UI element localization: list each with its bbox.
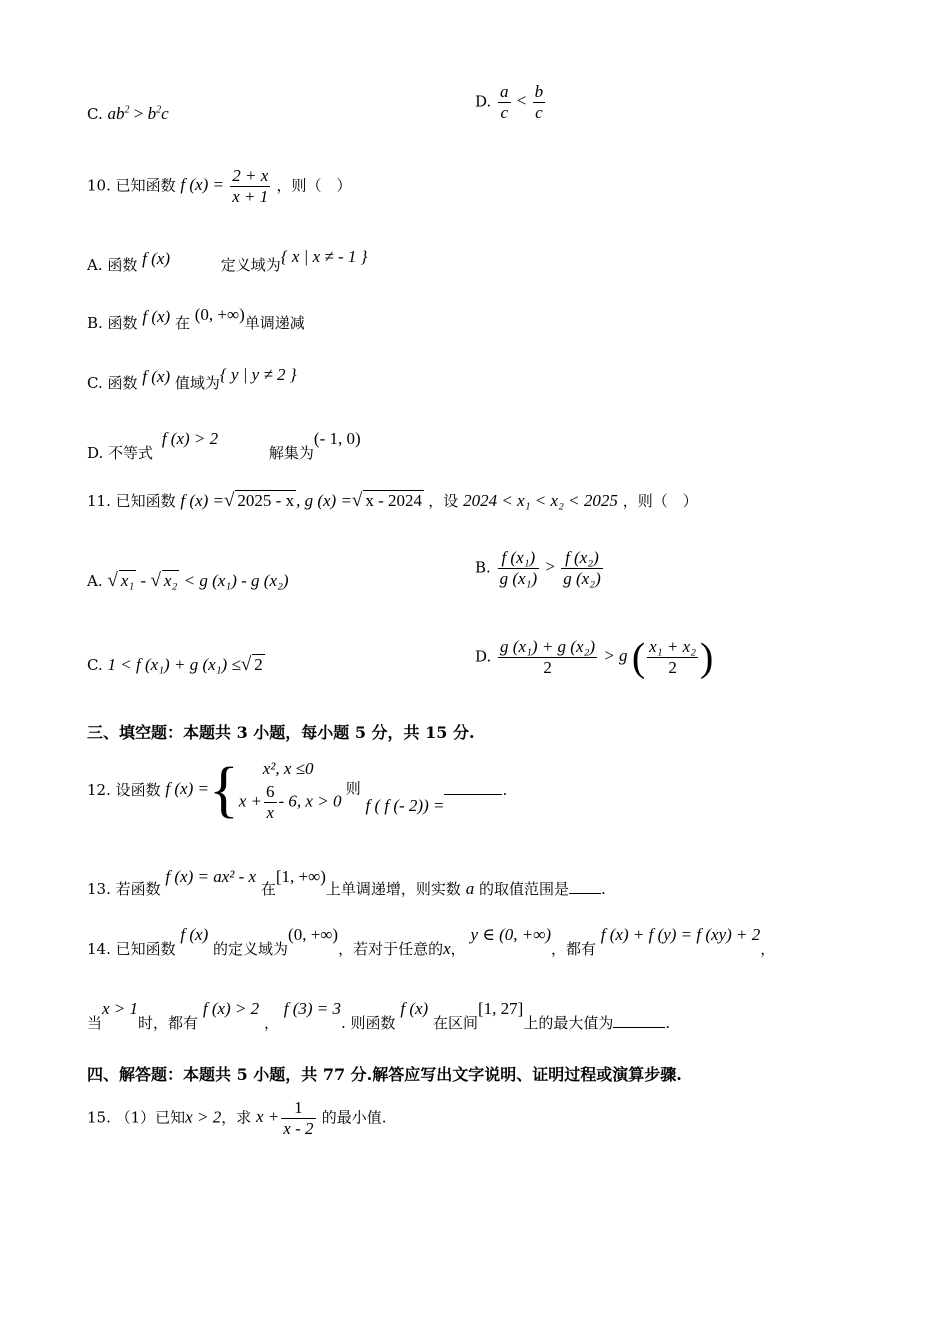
fraction: $\frac{6}{x}$: [266, 782, 275, 822]
math-expression: $ab^2 > b^2c$: [107, 104, 169, 123]
math-expression: $\frac{a}{c}$ < $\frac{b}{c}$: [500, 82, 544, 122]
q10-option-d: D. 不等式 f (x) > 2 解集为(- 1, 0): [87, 429, 361, 462]
fraction: $\frac{1}{x - 2}$: [283, 1098, 314, 1138]
q11-stem: 11. 已知函数 f (x) =√ 2025 - x , g (x) =√ x - 2024 ，设 2024 < x₁ < x₂ < 2025 ，则（ ）: [87, 490, 698, 511]
q10-stem: 10. 已知函数 f (x) = $\frac{2 + x}{x + 1}$ ，则（ ）: [87, 166, 352, 206]
q15-stem: 15. （1）已知x > 2，求 x + $\frac{1}{x - 2}$ 的最小值.: [87, 1098, 387, 1138]
math-expression: 1 < f (x₁) + g (x₁) ≤√ 2: [107, 654, 263, 675]
math-expression: $\frac{\text{f (x₁)}}{\text{g (x₁)}}$ > $\frac{\text{f (x₂)}}{\text{g (x₂)}}$: [499, 548, 601, 588]
q9-option-c: [87, 104, 169, 124]
q10-option-b: B. 函数 f (x) 在 (0, +∞)单调递减: [87, 305, 305, 332]
math-expression: x + $\frac{1}{x - 2}$: [256, 1098, 314, 1138]
answer-blank[interactable]: [569, 893, 601, 894]
fraction: $\frac{\text{f (x₁)}}{\text{g (x₁)}}$: [499, 548, 538, 588]
fraction: $\frac{\text{x₁ + x₂}}{2}$: [649, 637, 697, 677]
q12-stem: 12. 设函数 f (x) ={ x², x ≤0 x + $\frac{6}{x}$ - 6, x > 0 则 f ( f (- 2)) =.: [87, 755, 508, 824]
section-heading-answers: 四、解答题：本题共 5 小题，共 77 分.解答应写出文字说明、证明过程或演算步骤.: [87, 1065, 682, 1084]
answer-blank[interactable]: [613, 1027, 665, 1028]
fraction: $\frac{2 + x}{x + 1}$: [232, 166, 269, 206]
math-expression: f (x) ={ x², x ≤0 x + $\frac{6}{x}$ - 6, x > 0: [165, 755, 342, 824]
answer-blank[interactable]: [444, 794, 502, 795]
q11-option-a: A. √ x₁ - √ x₂ < g (x₁) - g (x₂): [87, 570, 289, 591]
q13-stem: 13. 若函数 f (x) = ax² - x 在[1, +∞)上单调递增，则实数 a 的取值范围是 .: [87, 867, 606, 898]
fraction: $\frac{a}{c}$: [500, 82, 509, 122]
fraction: $\frac{\text{f (x₂)}}{\text{g (x₂)}}$: [563, 548, 601, 588]
fraction: $\frac{b}{c}$: [534, 82, 544, 122]
math-expression: f (x) = $\frac{2 + x}{x + 1}$: [180, 166, 269, 206]
option-label: D.: [475, 92, 492, 111]
math-expression: f (x) =√ 2025 - x , g (x) =√ x - 2024: [180, 490, 423, 511]
q9-option-d: [475, 82, 547, 123]
option-label: C.: [87, 105, 103, 123]
q14-line1: 14. 已知函数 f (x) 的定义域为(0, +∞)，若对于任意的x， y ∈ (0, +∞)，都有 f (x) + f (y) = f (xy) + 2，: [87, 925, 776, 958]
math-expression: $\frac{\text{g (x₁) + g (x₂)}}{2}$ > g ( $\frac{\text{x₁ + x₂}}{2}$ ): [500, 635, 714, 680]
q14-line2: 当x > 1时，都有 f (x) > 2 ， f (3) = 3. 则函数 f (x) 在区间[1, 27]上的最大值为 .: [87, 999, 671, 1032]
q11-option-c: C. 1 < f (x₁) + g (x₁) ≤√ 2: [87, 654, 263, 675]
q10-option-a: A. 函数 f (x) 定义域为{ x | x ≠ - 1 }: [87, 247, 368, 274]
math-expression: √ x₁ - √ x₂ < g (x₁) - g (x₂): [107, 570, 289, 591]
fraction: $\frac{\text{g (x₁) + g (x₂)}}{2}$: [500, 637, 596, 677]
q10-option-c: C. 函数 f (x) 值域为{ y | y ≠ 2 }: [87, 365, 297, 392]
section-heading-fill-in: 三、填空题：本题共 3 小题，每小题 5 分，共 15 分.: [87, 723, 475, 742]
q11-option-b: B. $\frac{\text{f (x₁)}}{\text{g (x₁)}}$ > $\frac{\text{f (x₂)}}{\text{g (x₂)}}$: [475, 548, 605, 589]
q11-option-d: D. $\frac{\text{g (x₁) + g (x₂)}}{2}$ > g ( $\frac{\text{x₁ + x₂}}{2}$ ): [475, 635, 714, 680]
